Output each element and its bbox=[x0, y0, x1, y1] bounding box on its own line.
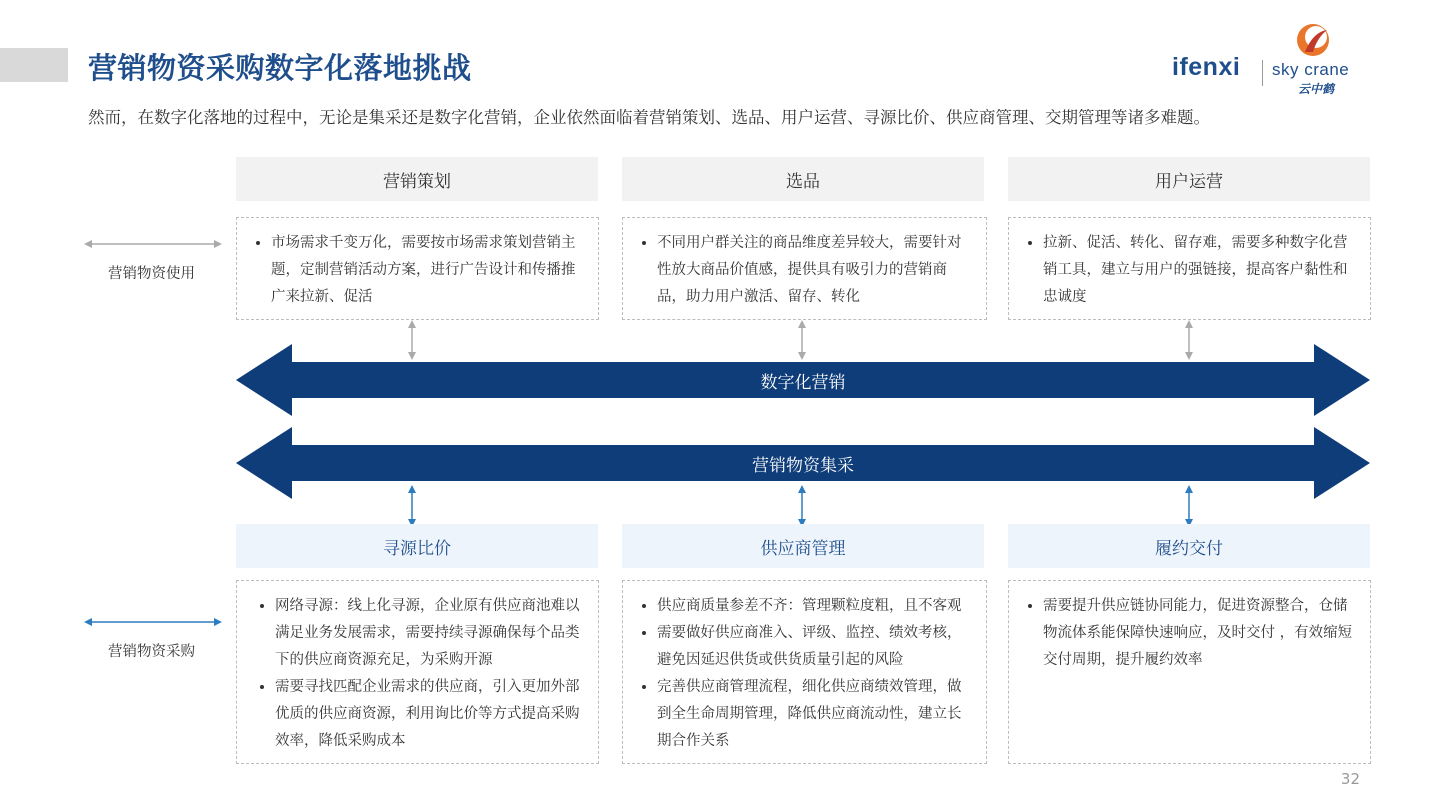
logo-divider bbox=[1262, 60, 1263, 86]
box-marketing-planning bbox=[236, 217, 599, 320]
skycrane-logo-icon bbox=[1283, 22, 1337, 62]
list-item: • 需要提升供应链协同能力，促进资源整合，仓储物流体系能保障快速响应，及时交付 ，有效缩短交付周期，提升履约效率 bbox=[1043, 593, 1356, 674]
blue-vertical-arrow-icon bbox=[795, 485, 809, 527]
list-item: • 完善供应商管理流程，细化供应商绩效管理，做到全生命周期管理，降低供应商流动性，建立长期合作关系 bbox=[657, 674, 972, 755]
header-supplier-management: 供应商管理 bbox=[622, 524, 984, 568]
title-accent-bar bbox=[0, 48, 68, 82]
gray-double-arrow-icon bbox=[84, 237, 222, 251]
list-item: • 网络寻源：线上化寻源，企业原有供应商池难以满足业务发展需求，需要持续寻源确保每个品类下的供应商资源充足，为采购开源 bbox=[275, 593, 584, 674]
header-fulfillment-delivery: 履约交付 bbox=[1008, 524, 1370, 568]
list-item: • 不同用户群关注的商品维度差异较大，需要针对性放大商品价值感，提供具有吸引力的营销商品，助力用户激活、留存、转化 bbox=[657, 230, 972, 311]
side-label-usage: 营销物资使用 bbox=[108, 266, 195, 282]
skycrane-logo-text: sky crane bbox=[1272, 60, 1350, 79]
list-item: • 需要做好供应商准入、评级、监控、绩效考核，避免因延迟供货或供货质量引起的风险 bbox=[657, 620, 972, 674]
header-sourcing-price: 寻源比价 bbox=[236, 524, 598, 568]
arrow-label-centralized-procurement: 营销物资集采 bbox=[752, 456, 854, 476]
list-item: • 需要寻找匹配企业需求的供应商，引入更加外部优质的供应商资源，利用询比价等方式提高采购效率，降低采购成本 bbox=[275, 674, 584, 755]
list-item: • 供应商质量参差不齐：管理颗粒度粗，且不客观 bbox=[657, 593, 972, 620]
list-item: • 市场需求千变万化，需要按市场需求策划营销主题，定制营销活动方案，进行广告设计和传播推广来拉新、促活 bbox=[271, 230, 584, 311]
skycrane-logo-cn: 云中鹤 bbox=[1298, 82, 1335, 96]
header-marketing-planning: 营销策划 bbox=[236, 157, 598, 201]
page-number: 32 bbox=[1340, 770, 1360, 788]
ifenxi-logo: ifenxi bbox=[1172, 53, 1241, 81]
arrow-label-digital-marketing: 数字化营销 bbox=[760, 373, 846, 393]
box-user-operation bbox=[1008, 217, 1371, 320]
blue-vertical-arrow-icon bbox=[405, 485, 419, 527]
box-product-selection bbox=[622, 217, 987, 320]
side-label-procurement: 营销物资采购 bbox=[108, 644, 195, 660]
box-fulfillment-delivery bbox=[1008, 580, 1371, 764]
blue-double-arrow-icon bbox=[84, 615, 222, 629]
page-subtitle: 然而，在数字化落地的过程中，无论是集采还是数字化营销，企业依然面临着营销策划、选品、用户运营、寻源比价、供应商管理、交期管理等诸多难题。 bbox=[88, 108, 1210, 127]
blue-vertical-arrow-icon bbox=[1182, 485, 1196, 527]
header-user-operation: 用户运营 bbox=[1008, 157, 1370, 201]
box-supplier-management bbox=[622, 580, 987, 764]
header-product-selection: 选品 bbox=[622, 157, 984, 201]
box-sourcing-price bbox=[236, 580, 599, 764]
page-title: 营销物资采购数字化落地挑战 bbox=[88, 51, 472, 85]
list-item: • 拉新、促活、转化、留存难，需要多种数字化营销工具，建立与用户的强链接，提高客户黏性和忠诚度 bbox=[1043, 230, 1356, 311]
